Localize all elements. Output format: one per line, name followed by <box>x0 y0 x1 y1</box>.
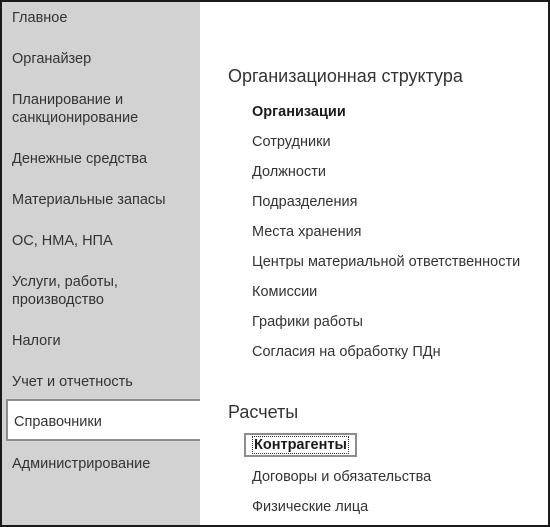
sidebar-item-label: Администрирование <box>12 456 151 472</box>
section-title-settlements: Расчеты <box>228 402 299 422</box>
main-content <box>200 2 548 525</box>
link-individuals[interactable]: Физические лица <box>252 499 369 515</box>
link-organizations[interactable]: Организации <box>252 104 346 120</box>
sidebar-item-taxes[interactable] <box>6 332 200 350</box>
sidebar-item-label: Справочники <box>14 414 102 430</box>
sidebar-item-label: Главное <box>12 10 68 26</box>
sidebar-item-label: Планирование и санкционирование <box>12 92 139 126</box>
link-contracts[interactable]: Договоры и обязательства <box>252 469 432 485</box>
sidebar <box>2 2 200 525</box>
sidebar-item-label: Налоги <box>12 333 61 349</box>
sidebar-item-organizer[interactable] <box>6 50 200 68</box>
link-counterparties[interactable] <box>244 433 357 457</box>
sidebar-item-planning[interactable] <box>6 91 200 127</box>
sidebar-item-inventory[interactable] <box>6 191 200 209</box>
link-responsibility-centers[interactable]: Центры материальной ответственности <box>252 254 521 270</box>
link-positions[interactable]: Должности <box>252 164 326 180</box>
link-commissions[interactable]: Комиссии <box>252 284 318 300</box>
sidebar-item-label: Денежные средства <box>12 151 148 167</box>
sidebar-item-directories[interactable] <box>6 399 200 441</box>
sidebar-item-label: ОС, НМА, НПА <box>12 233 113 249</box>
sidebar-item-services[interactable] <box>6 273 200 309</box>
link-departments[interactable]: Подразделения <box>252 194 358 210</box>
sidebar-item-label: Материальные запасы <box>12 192 166 208</box>
section-title-org-structure: Организационная структура <box>228 66 463 86</box>
sidebar-item-fixed-assets[interactable] <box>6 232 200 250</box>
link-work-schedules[interactable]: Графики работы <box>252 314 363 330</box>
sidebar-item-label: Учет и отчетность <box>12 374 133 390</box>
sidebar-item-label: Органайзер <box>12 51 92 67</box>
link-counterparties-label: Контрагенты <box>254 437 347 453</box>
link-storage-places[interactable]: Места хранения <box>252 224 362 240</box>
sidebar-item-administration[interactable] <box>6 455 200 473</box>
link-consents[interactable]: Согласия на обработку ПДн <box>252 344 441 360</box>
sidebar-item-accounting[interactable] <box>6 373 200 391</box>
sidebar-item-main[interactable] <box>6 9 200 27</box>
sidebar-item-label: Услуги, работы, производство <box>12 274 118 308</box>
sidebar-item-cash[interactable] <box>6 150 200 168</box>
link-employees[interactable]: Сотрудники <box>252 134 331 150</box>
